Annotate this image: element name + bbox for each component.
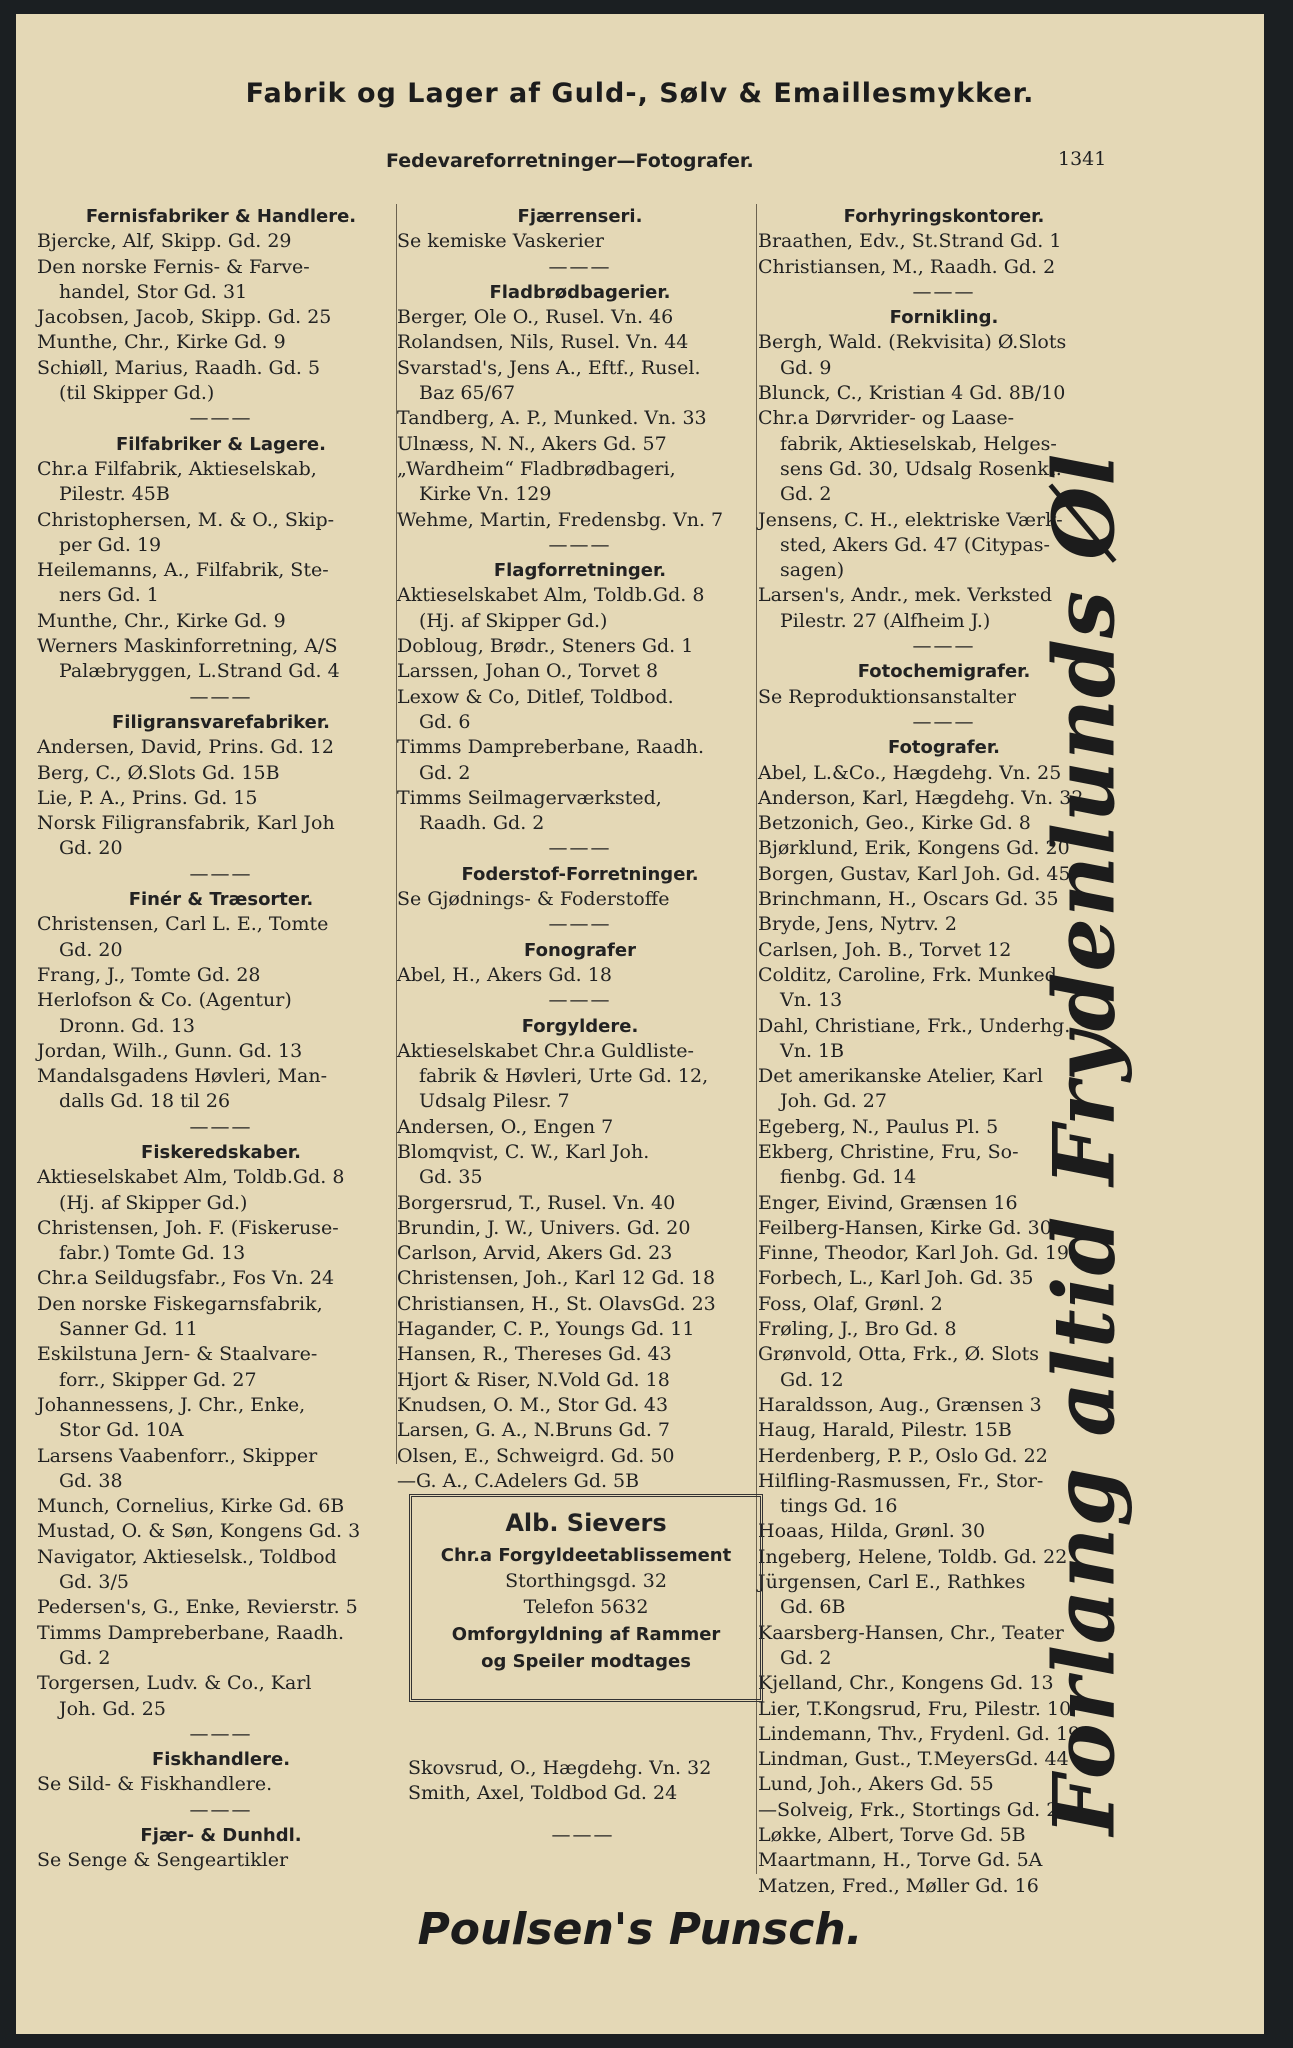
entry-line: Bjørklund, Erik, Kongens Gd. 20 (758, 837, 1070, 860)
entry-line: Kaarsberg-Hansen, Chr., Teater (758, 1621, 1064, 1644)
directory-entry (397, 659, 763, 684)
entry-line: Aktieselskabet Chr.a Guldliste- (397, 1039, 694, 1062)
directory-entry (37, 255, 405, 306)
entry-line: Munch, Cornelius, Kirke Gd. 6B (37, 1495, 345, 1518)
entry-line: Aktieselskabet Alm, Toldb.Gd. 8 (37, 1166, 345, 1189)
entry-line: Mustad, O. & Søn, Kongens Gd. 3 (37, 1520, 361, 1543)
directory-entry (397, 735, 763, 786)
directory-entry (758, 381, 1130, 406)
entry-line: Aktieselskabet Alm, Toldb.Gd. 8 (397, 584, 705, 607)
directory-page (16, 14, 1264, 2034)
section-heading: Fotografer. (888, 737, 1000, 759)
entry-continuation: Gd. 2 (59, 1646, 111, 1669)
entry-line: Mandalsgadens Høvleri, Man- (37, 1065, 328, 1088)
column-1 (37, 204, 405, 1874)
entry-continuation: Kirke Vn. 129 (419, 483, 552, 506)
entry-continuation: Gd. 12 (780, 1368, 844, 1391)
entry-continuation: sagen) (780, 559, 845, 582)
sievers-advertisement (409, 1494, 763, 1702)
entry-line: Hansen, R., Thereses Gd. 43 (397, 1343, 672, 1366)
entry-line: Hagander, C. P., Youngs Gd. 11 (397, 1318, 695, 1341)
section-heading: Fernisfabriker & Handlere. (85, 206, 357, 227)
entry-line: Munthe, Chr., Kirke Gd. 9 (37, 609, 286, 632)
entry-line: Timms Seilmagerværksted, (397, 786, 662, 809)
entry-continuation: (Hj. af Skipper Gd.) (419, 609, 608, 632)
entry-continuation: fabrik & Høvleri, Urte Gd. 12, (419, 1065, 709, 1088)
entry-line: Chr.a Dørvrider- og Laase- (758, 407, 1015, 430)
separator: ——— (548, 255, 612, 278)
entry-continuation: Joh. Gd. 27 (780, 1090, 887, 1113)
entry-line: Herlofson & Co. (Agentur) (37, 989, 292, 1012)
section-heading: Forhyringskontorer. (843, 206, 1045, 227)
entry-continuation: Udsalg Pilesr. 7 (419, 1090, 570, 1113)
separator: ——— (912, 635, 976, 658)
entry-line: Jacobsen, Jacob, Skipp. Gd. 25 (37, 306, 332, 329)
entry-continuation: fabrik, Aktieselskab, Helges- (780, 432, 1057, 455)
directory-entry (397, 330, 763, 355)
entry-continuation: Gd. 35 (419, 1166, 483, 1189)
entry-line: Ulnæss, N. N., Akers Gd. 57 (397, 432, 667, 455)
entry-line: Christiansen, M., Raadh. Gd. 2 (758, 255, 1056, 278)
directory-entry (397, 1317, 763, 1342)
entry-line: Grønvold, Otta, Frk., Ø. Slots (758, 1343, 1040, 1366)
directory-entry (397, 1393, 763, 1418)
directory-entry (37, 508, 405, 559)
directory-entry (397, 1039, 763, 1115)
entry-line: Christensen, Joh. F. (Fiskeruse- (37, 1216, 339, 1239)
directory-entry (397, 1292, 763, 1317)
entry-continuation: sens Gd. 30, Udsalg Rosenkr. (780, 457, 1062, 480)
directory-entry (758, 330, 1130, 381)
entry-line: Se Senge & Sengeartikler (37, 1849, 289, 1872)
directory-entry (397, 457, 763, 508)
entry-continuation: tings Gd. 16 (780, 1495, 898, 1518)
entry-line: Navigator, Aktieselsk., Toldbod (37, 1545, 337, 1568)
entry-line: Werners Maskinforretning, A/S (37, 635, 338, 658)
entry-line: Lindemann, Thv., Frydenl. Gd. 19 (758, 1722, 1081, 1745)
directory-entry (37, 1671, 405, 1722)
directory-entry (37, 1772, 405, 1797)
entry-line: Larsen, G. A., N.Bruns Gd. 7 (397, 1419, 671, 1442)
section-heading: Fiskeredskaber. (141, 1141, 301, 1163)
entry-line: Lindman, Gust., T.MeyersGd. 44 (758, 1748, 1069, 1771)
entry-continuation: Vn. 1B (780, 1039, 845, 1062)
entry-line: Egeberg, N., Paulus Pl. 5 (758, 1115, 999, 1138)
entry-continuation: per Gd. 19 (59, 533, 162, 556)
entry-continuation: fienbg. Gd. 14 (780, 1166, 917, 1189)
entry-line: Abel, H., Akers Gd. 18 (397, 963, 612, 986)
directory-entry (37, 811, 405, 862)
entry-line: Lund, Joh., Akers Gd. 55 (758, 1773, 994, 1796)
separator: ——— (551, 1823, 615, 1846)
entry-line: Betzonich, Geo., Kirke Gd. 8 (758, 812, 1031, 835)
directory-entry (397, 634, 763, 659)
entry-line: Bryde, Jens, Nytrv. 2 (758, 913, 957, 936)
entry-continuation: dalls Gd. 18 til 26 (59, 1090, 231, 1113)
entry-continuation: Gd. 20 (59, 938, 123, 961)
entry-line: Borgersrud, T., Rusel. Vn. 40 (397, 1191, 676, 1214)
running-head: Fedevareforretninger—Fotografer. (386, 150, 754, 172)
entry: Skovsrud, O., Hægdehg. Vn. 32 (408, 1757, 712, 1779)
entry-continuation: (til Skipper Gd.) (59, 382, 215, 405)
directory-entry (397, 887, 763, 912)
section-heading: Foderstof-Forretninger. (461, 863, 699, 885)
separator: ——— (189, 1115, 253, 1138)
entry-line: Wehme, Martin, Fredensbg. Vn. 7 (397, 508, 724, 531)
entry-line: Carlsen, Joh. B., Torvet 12 (758, 938, 1012, 961)
entry-line: Johannessens, J. Chr., Enke, (37, 1393, 306, 1416)
entry-line: Bjercke, Alf, Skipp. Gd. 29 (37, 230, 292, 253)
entry-line: Colditz, Caroline, Frk. Munked. (758, 963, 1063, 986)
section-heading: Fjær- & Dunhdl. (140, 1825, 302, 1846)
entry-line: Matzen, Fred., Møller Gd. 16 (758, 1874, 1039, 1897)
entry-continuation: Gd. 3/5 (59, 1571, 129, 1594)
ad-title: Alb. Sievers (505, 1509, 667, 1537)
separator: ——— (548, 533, 612, 556)
entry-line: Abel, L.&Co., Hægdehg. Vn. 25 (758, 761, 1062, 784)
directory-entry (37, 1064, 405, 1115)
separator: ——— (189, 407, 253, 430)
separator: ——— (189, 685, 253, 708)
directory-entry (37, 1292, 405, 1343)
entry-line: Haug, Harald, Pilestr. 15B (758, 1419, 1012, 1442)
entry-line: Feilberg-Hansen, Kirke Gd. 30 (758, 1216, 1052, 1239)
entry-continuation: Dronn. Gd. 13 (59, 1014, 195, 1037)
directory-entry (758, 229, 1130, 254)
entry-line: Hjort & Riser, N.Vold Gd. 18 (397, 1368, 670, 1391)
directory-entry (37, 1621, 405, 1672)
separator: ——— (189, 1722, 253, 1745)
separator: ——— (912, 710, 976, 733)
entry-line: Se Sild- & Fiskhandlere. (37, 1773, 273, 1796)
entry-line: Berger, Ole O., Rusel. Vn. 46 (397, 306, 674, 329)
entry-continuation: Gd. 2 (419, 761, 471, 784)
directory-entry (397, 1191, 763, 1216)
entry-line: Finne, Theodor, Karl Joh. Gd. 19 (758, 1242, 1070, 1265)
entry-line: „Wardheim“ Fladbrødbageri, (397, 457, 676, 480)
entry-line: Det amerikanske Atelier, Karl (758, 1065, 1043, 1088)
entry-line: Frang, J., Tomte Gd. 28 (37, 963, 261, 986)
entry-line: Torgersen, Ludv. & Co., Karl (37, 1672, 312, 1695)
entry-continuation: ners Gd. 1 (59, 584, 159, 607)
entry-continuation: Stor Gd. 10A (59, 1419, 184, 1442)
directory-entry (397, 1241, 763, 1266)
entry-line: —G. A., C.Adelers Gd. 5B (397, 1469, 640, 1492)
entry-line: Frøling, J., Bro Gd. 8 (758, 1318, 957, 1341)
entry-line: Eskilstuna Jern- & Staalvare- (37, 1343, 318, 1366)
entry-line: Lexow & Co, Ditlef, Toldbod. (397, 685, 674, 708)
directory-entry (397, 508, 763, 533)
entry-line: Timms Dampreberbane, Raadh. (37, 1621, 345, 1644)
entry-line: Norsk Filigransfabrik, Karl Joh (37, 812, 335, 835)
entry-line: Olsen, E., Schweigrd. Gd. 50 (397, 1444, 675, 1467)
directory-entry (37, 963, 405, 988)
separator: ——— (548, 837, 612, 860)
directory-entry (37, 330, 405, 355)
ad-line-2: og Speiler modtages (481, 1651, 691, 1672)
directory-entry (37, 1519, 405, 1544)
entry-continuation: Gd. 2 (780, 483, 832, 506)
entry-line: Jensens, C. H., elektriske Værk- (758, 508, 1063, 531)
entry-line: Brundin, J. W., Univers. Gd. 20 (397, 1216, 691, 1239)
entry-continuation: sted, Akers Gd. 47 (Citypas- (780, 533, 1050, 556)
directory-entry (397, 1469, 763, 1494)
ad-address: Storthingsgd. 32 (505, 1570, 667, 1592)
directory-entry (397, 1342, 763, 1367)
entry-continuation: Pilestr. 45B (59, 483, 170, 506)
ad-phone: Telefon 5632 (523, 1596, 649, 1618)
entry-line: Berg, C., Ø.Slots Gd. 15B (37, 761, 280, 784)
directory-entry (397, 406, 763, 431)
entry-line: Dobloug, Brødr., Steners Gd. 1 (397, 635, 694, 658)
entry-line: Hilfling-Rasmussen, Fr., Stor- (758, 1469, 1044, 1492)
directory-entry (397, 305, 763, 330)
bottom-slogan: Poulsen's Punsch. (417, 1904, 863, 1955)
entry-line: Dahl, Christiane, Frk., Underhg. (758, 1014, 1071, 1037)
section-heading: Fjærrenseri. (517, 206, 643, 227)
directory-entry (37, 457, 405, 508)
directory-entry (758, 255, 1130, 280)
entry-line: Se kemiske Vaskerier (397, 230, 604, 253)
section-heading: Fiskhandlere. (151, 1749, 291, 1771)
entry-line: Jürgensen, Carl E., Rathkes (758, 1571, 1026, 1594)
directory-entry (37, 1266, 405, 1291)
entry-line: Andersen, David, Prins. Gd. 12 (37, 736, 334, 759)
entry-line: Hoaas, Hilda, Grønl. 30 (758, 1520, 986, 1543)
entry-line: Foss, Olaf, Grønl. 2 (758, 1292, 943, 1315)
directory-entry (37, 1393, 405, 1444)
directory-entry (37, 558, 405, 609)
entry-line: Enger, Eivind, Grænsen 16 (758, 1191, 1018, 1214)
directory-entry (37, 912, 405, 963)
entry-line: Kjelland, Chr., Kongens Gd. 13 (758, 1672, 1054, 1695)
entry-line: Heilemanns, A., Filfabrik, Ste- (37, 559, 329, 582)
entry-continuation: (Hj. af Skipper Gd.) (59, 1191, 248, 1214)
entry-line: Larsen's, Andr., mek. Verksted (758, 584, 1053, 607)
entry-continuation: Gd. 20 (59, 837, 123, 860)
entry-line: Lier, T.Kongsrud, Fru, Pilestr. 10 (758, 1697, 1072, 1720)
entry-line: Ingeberg, Helene, Toldb. Gd. 22 (758, 1545, 1068, 1568)
ad-subtitle: Chr.a Forgyldeetablissement (440, 1545, 732, 1566)
entry-continuation: Gd. 9 (780, 356, 832, 379)
entry-line: Lie, P. A., Prins. Gd. 15 (37, 786, 258, 809)
entry-line: Se Gjødnings- & Foderstoffe (397, 888, 670, 911)
entry-continuation: Raadh. Gd. 2 (419, 812, 545, 835)
entry-continuation: Joh. Gd. 25 (59, 1697, 166, 1720)
directory-entry (37, 634, 405, 685)
entry-continuation: Gd. 2 (780, 1646, 832, 1669)
entry-line: Forbech, L., Karl Joh. Gd. 35 (758, 1267, 1034, 1290)
entry-continuation: Palæbryggen, L.Strand Gd. 4 (59, 660, 340, 683)
directory-entry (37, 1848, 405, 1873)
ad-line-1: Omforgyldning af Rammer (451, 1624, 721, 1645)
separator: ——— (189, 1798, 253, 1821)
directory-entry (397, 685, 763, 736)
entry-line: Herdenberg, P. P., Oslo Gd. 22 (758, 1444, 1048, 1467)
directory-entry (37, 1216, 405, 1267)
directory-entry (397, 1266, 763, 1291)
entry-line: Andersen, O., Engen 7 (397, 1115, 614, 1138)
directory-entry (37, 1494, 405, 1519)
entry-line: Knudsen, O. M., Stor Gd. 43 (397, 1393, 669, 1416)
entry-line: Rolandsen, Nils, Rusel. Vn. 44 (397, 331, 689, 354)
directory-entry (37, 786, 405, 811)
section-heading: Fladbrødbagerier. (489, 281, 671, 303)
section-heading: Fonografer (524, 939, 636, 961)
directory-entry (397, 1140, 763, 1191)
directory-entry (397, 1216, 763, 1241)
separator: ——— (548, 989, 612, 1012)
directory-entry (37, 1342, 405, 1393)
directory-entry (397, 963, 763, 988)
entry-line: Løkke, Albert, Torve Gd. 5B (758, 1824, 1026, 1846)
directory-entry (37, 1444, 405, 1495)
section-heading: Fotochemigrafer. (857, 661, 1031, 683)
entry-continuation: forr., Skipper Gd. 27 (59, 1368, 257, 1391)
entry-line: Jordan, Wilh., Gunn. Gd. 13 (37, 1039, 303, 1062)
entry-continuation: Vn. 13 (780, 989, 843, 1012)
entry-line: Borgen, Gustav, Karl Joh. Gd. 45 (758, 862, 1071, 885)
entry-line: Den norske Fiskegarnsfabrik, (37, 1292, 323, 1315)
entry-line: Chr.a Seildugsfabr., Fos Vn. 24 (37, 1267, 335, 1290)
section-heading: Filigransvarefabriker. (112, 711, 330, 733)
entry-continuation: handel, Stor Gd. 31 (59, 280, 248, 303)
directory-entry (397, 1418, 763, 1443)
directory-entry (37, 305, 405, 330)
entry-line: Den norske Fernis- & Farve- (37, 255, 310, 278)
entry-line: Blomqvist, C. W., Karl Joh. (397, 1140, 650, 1163)
entry-line: Tandberg, A. P., Munked. Vn. 33 (397, 407, 707, 430)
section-heading: Forgyldere. (521, 1015, 639, 1037)
directory-entry (397, 356, 763, 407)
entry-line: Christensen, Joh., Karl 12 Gd. 18 (397, 1267, 716, 1290)
entry-line: Munthe, Chr., Kirke Gd. 9 (37, 331, 286, 354)
directory-entry (37, 761, 405, 786)
entry-line: Bergh, Wald. (Rekvisita) Ø.Slots (758, 331, 1067, 354)
entry-continuation: Gd. 6 (419, 710, 471, 733)
entry-line: Timms Dampreberbane, Raadh. (397, 736, 705, 759)
entry-continuation: Gd. 6B (780, 1596, 846, 1619)
separator: ——— (548, 913, 612, 936)
directory-entry (37, 609, 405, 634)
separator: ——— (912, 280, 976, 303)
entry-line: Ekberg, Christine, Fru, So- (758, 1140, 1019, 1163)
separator: ——— (189, 862, 253, 885)
directory-entry (397, 786, 763, 837)
entry-continuation: Pilestr. 27 (Alfheim J.) (780, 609, 991, 632)
entry-line: Pedersen's, G., Enke, Revierstr. 5 (37, 1596, 358, 1619)
directory-entry (37, 988, 405, 1039)
entry-continuation: Gd. 38 (59, 1469, 123, 1492)
entry-line: Schiøll, Marius, Raadh. Gd. 5 (37, 356, 321, 379)
section-heading: Filfabriker & Lagere. (116, 433, 326, 455)
directory-entry (397, 1115, 763, 1140)
entry-line: Se Reproduktionsanstalter (758, 685, 1016, 708)
entry-line: Christophersen, M. & O., Skip- (37, 508, 335, 531)
entry-continuation: fabr.) Tomte Gd. 13 (59, 1242, 246, 1265)
section-heading: Finér & Træsorter. (128, 889, 314, 911)
directory-entry (758, 1874, 1130, 1899)
directory-entry (37, 229, 405, 254)
section-heading: Flagforretninger. (493, 560, 667, 582)
after-ad-entries (408, 1756, 758, 1848)
top-banner: Fabrik og Lager af Guld-, Sølv & Emaillesmykker. (245, 78, 1035, 109)
directory-entry (397, 432, 763, 457)
side-slogan: Forlang altid Frydenlunds Øl (1034, 452, 1134, 1836)
entry-line: Svarstad's, Jens A., Eftf., Rusel. (397, 356, 701, 379)
entry-line: Chr.a Filfabrik, Aktieselskab, (37, 457, 317, 480)
section-heading: Fornikling. (889, 307, 999, 329)
directory-entry (758, 1848, 1130, 1873)
directory-entry (37, 1039, 405, 1064)
directory-entry (37, 1165, 405, 1216)
entry-line: Haraldsson, Aug., Grænsen 3 (758, 1393, 1042, 1416)
entry-line: Larsens Vaabenforr., Skipper (37, 1444, 318, 1467)
directory-entry (37, 1545, 405, 1596)
entry-line: Larssen, Johan O., Torvet 8 (397, 660, 659, 683)
entry-line: Blunck, C., Kristian 4 Gd. 8B/10 (758, 382, 1066, 405)
directory-entry (37, 1595, 405, 1620)
directory-entry (397, 583, 763, 634)
entry-line: —Solveig, Frk., Stortings Gd. 2 (758, 1798, 1059, 1821)
entry-line: Christensen, Carl L. E., Tomte (37, 913, 329, 936)
entry-line: Braathen, Edv., St.Strand Gd. 1 (758, 230, 1062, 253)
directory-entry (397, 229, 763, 254)
entry: Smith, Axel, Toldbod Gd. 24 (408, 1782, 678, 1805)
entry-line: Christiansen, H., St. OlavsGd. 23 (397, 1292, 716, 1315)
directory-entry (37, 356, 405, 407)
entry-line: Anderson, Karl, Hægdehg. Vn. 32 (758, 786, 1084, 809)
entry-continuation: Sanner Gd. 11 (59, 1318, 198, 1341)
column-2 (397, 204, 763, 1494)
page-number: 1341 (1058, 148, 1107, 170)
entry-line: Carlson, Arvid, Akers Gd. 23 (397, 1242, 673, 1265)
directory-entry (397, 1368, 763, 1393)
entry-line: Maartmann, H., Torve Gd. 5A (758, 1849, 1043, 1872)
directory-entry (397, 1444, 763, 1469)
entry-continuation: Baz 65/67 (419, 382, 516, 405)
entry-line: Brinchmann, H., Oscars Gd. 35 (758, 888, 1059, 911)
directory-entry (37, 735, 405, 760)
